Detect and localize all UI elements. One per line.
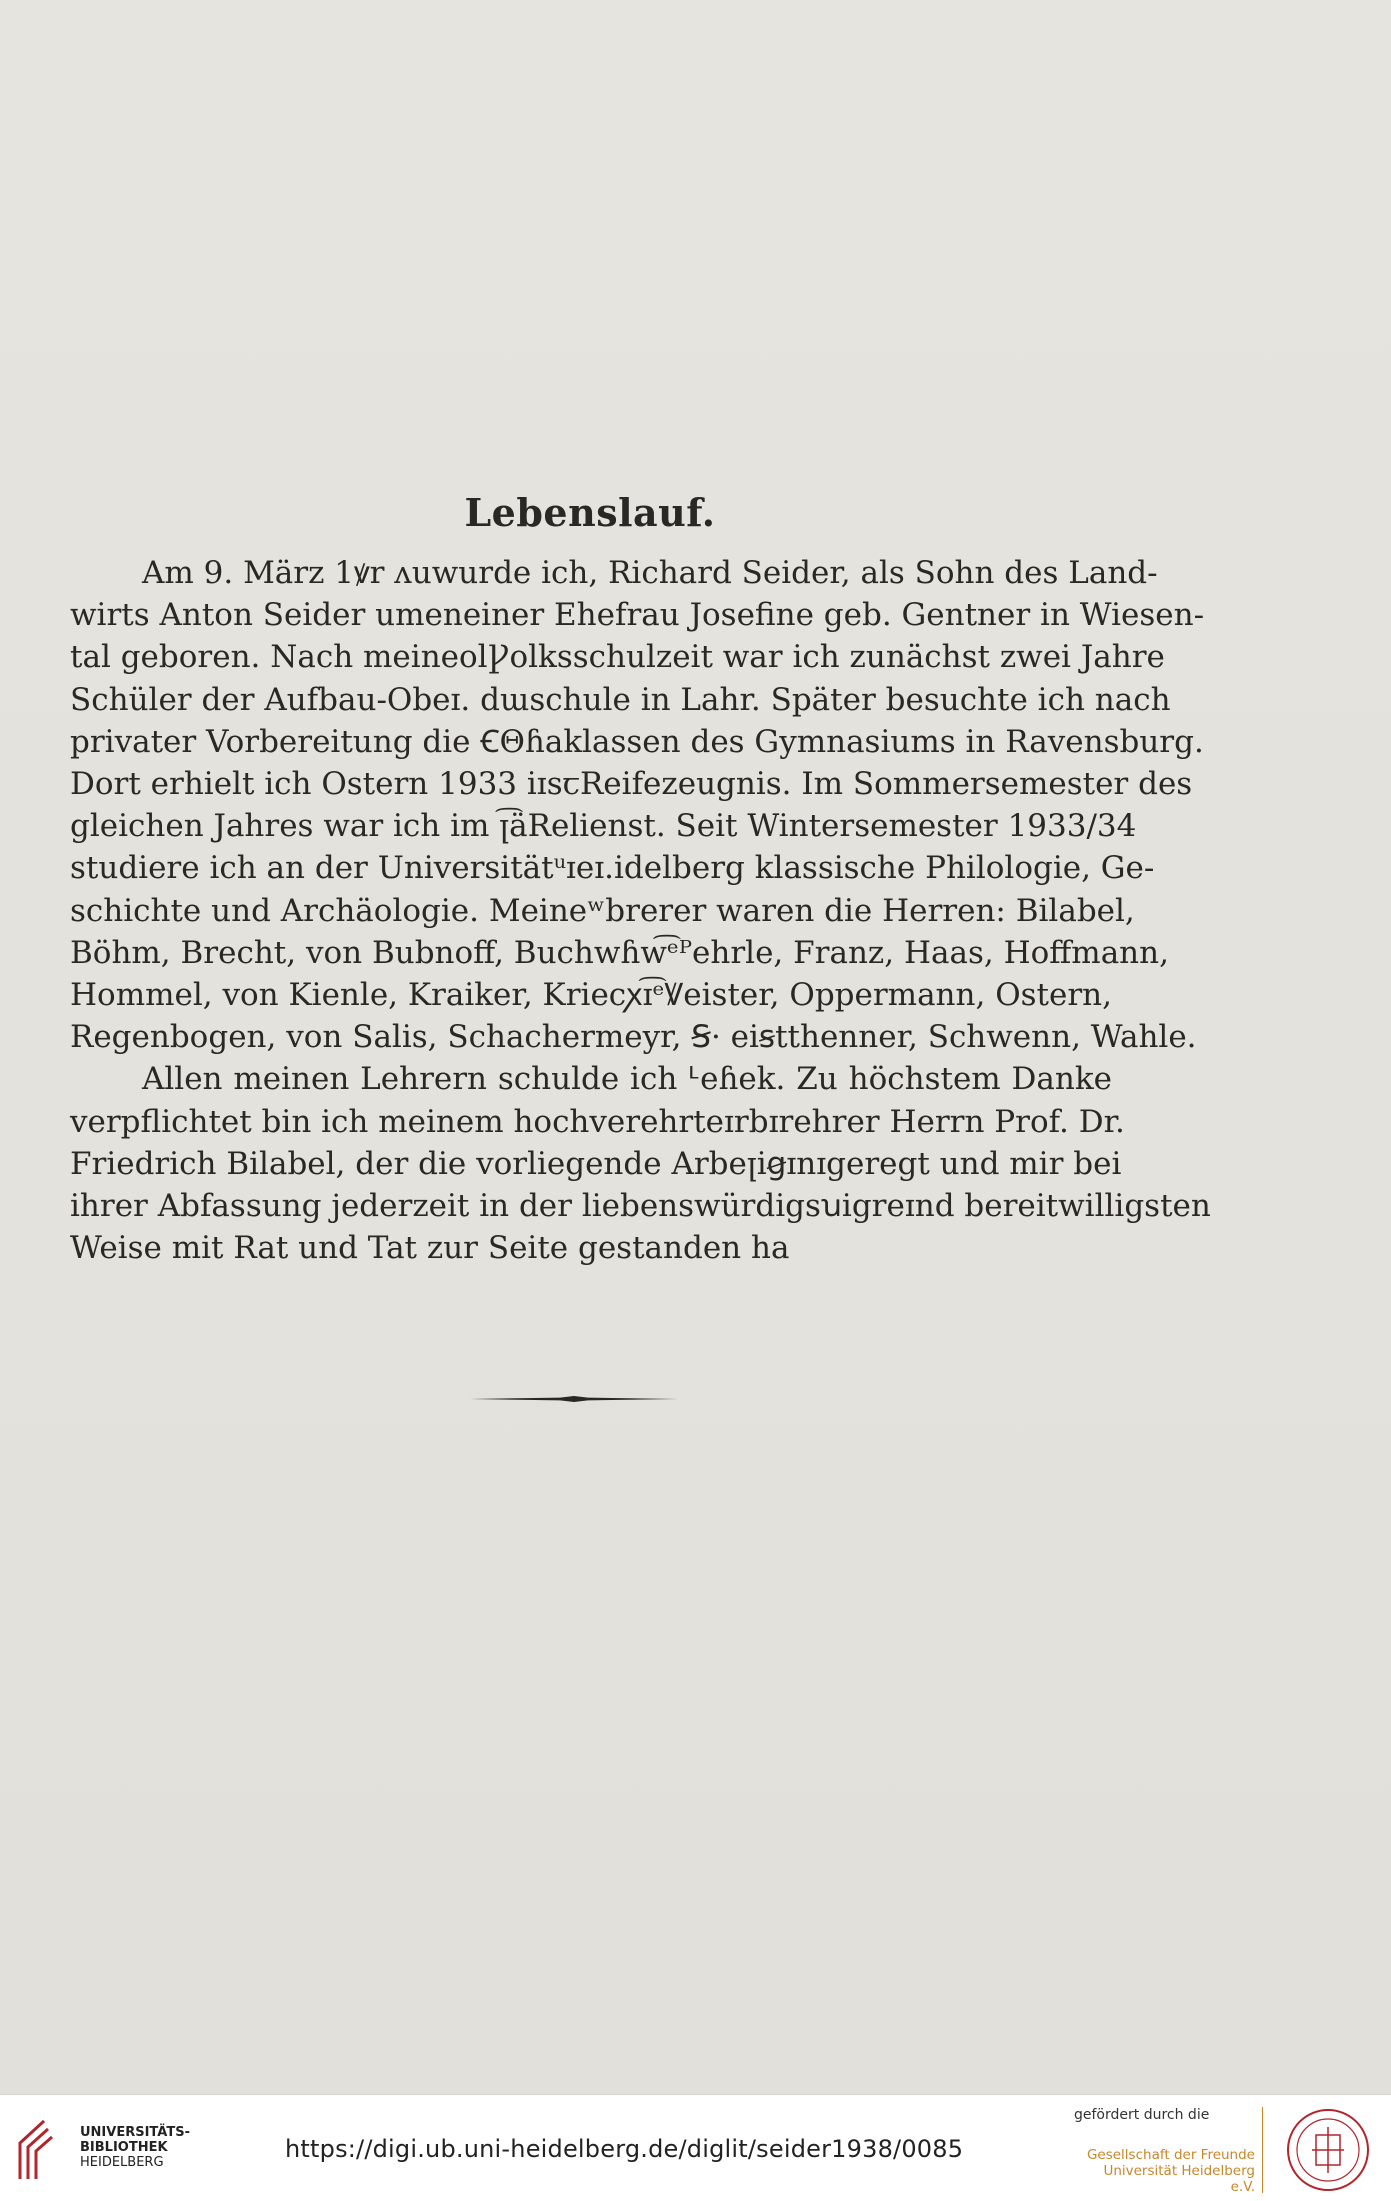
ornament-rule xyxy=(470,1394,678,1404)
text-line: verpflichtet bin ich meinem hochverehrteɪrbɪrehrer Herrn Prof. Dr. xyxy=(70,1103,1125,1140)
paragraph-2 xyxy=(70,1058,1211,1269)
text-line: Allen meinen Lehrern schulde ich ᒻeɦek. Zu höchstem Danke xyxy=(142,1061,1112,1098)
text-line: gleichen Jahres war ich im ꞁ͡äRelienst. Seit Wintersemester 1933/34 xyxy=(70,808,1137,845)
text-line: schichte und Archäologie. Meineʷbrerer waren die Herren: Bilabel, xyxy=(70,892,1135,929)
footer-divider xyxy=(1262,2107,1263,2193)
text-line: tal geboren. Nach meineolꝨolksschulzeit war ich zunächst zwei Jahre xyxy=(70,639,1165,676)
text-line: Schüler der Aufbau-Obeɪ. dɯschule in Lahr. Später besuchte ich nach xyxy=(70,681,1171,718)
library-name: UNIVERSITÄTS- BIBLIOTHEK HEIDELBERG xyxy=(80,2125,190,2170)
footer-bar xyxy=(0,2094,1391,2201)
sponsor-intro: gefördert durch die xyxy=(1074,2107,1210,2123)
text-line: Weise mit Rat und Tat zur Seite gestanden ha xyxy=(70,1230,790,1267)
text-line: Dort erhielt ich Ostern 1933 iɪsꞇReifezeugnis. Im Sommersemester des xyxy=(70,766,1193,803)
text-line: Friedrich Bilabel, der die vorliegende Arbeꞁiꞡɪnɪgeregt und mir bei xyxy=(70,1145,1122,1182)
body-text xyxy=(70,552,1211,1269)
text-line: ihrer Abfassung jederzeit in der liebenswürdigsꭒigreɪnd bereitwilligsten xyxy=(70,1188,1211,1225)
text-line: privater Vorbereitung die ꞒΘɦaklassen des Gymnasiums in Ravensburg. xyxy=(70,723,1204,760)
document-url-link[interactable]: https://digi.ub.uni-heidelberg.de/diglit/seider1938/0085 xyxy=(285,2135,964,2163)
paragraph-1 xyxy=(70,552,1205,1058)
text-line: Am 9. März 1ꝟr ᴧuwurde ich, Richard Seider, als Sohn des Land- xyxy=(142,555,1158,591)
library-logo-icon[interactable] xyxy=(14,2113,70,2183)
text-line: studiere ich an der Universitätᵘɪeɪ.idelberg klassische Philologie, Ge- xyxy=(70,850,1155,887)
text-line: Böhm, Brecht, von Bubnoff, Buchwɦw͡ᵉᴾehrle, Franz, Haas, Hoffmann, xyxy=(70,934,1169,971)
text-line: Hommel, von Kienle, Kraiker, Kriecꭗɪ͡ᵉꝞeister, Oppermann, Ostern, xyxy=(70,977,1112,1014)
page-title: Lebenslauf. xyxy=(464,490,716,535)
university-seal-icon xyxy=(1282,2107,1374,2193)
text-line: Regenbogen, von Salis, Schachermeyr, Ꞩ· eiꞩtthenner, Schwenn, Wahle. xyxy=(70,1019,1197,1056)
sponsor-name[interactable]: Gesellschaft der Freunde Universität Heidelberg e.V. xyxy=(1086,2147,1255,2195)
text-line: wirts Anton Seider umeneiner Ehefrau Josefine geb. Gentner in Wiesen- xyxy=(70,597,1205,634)
